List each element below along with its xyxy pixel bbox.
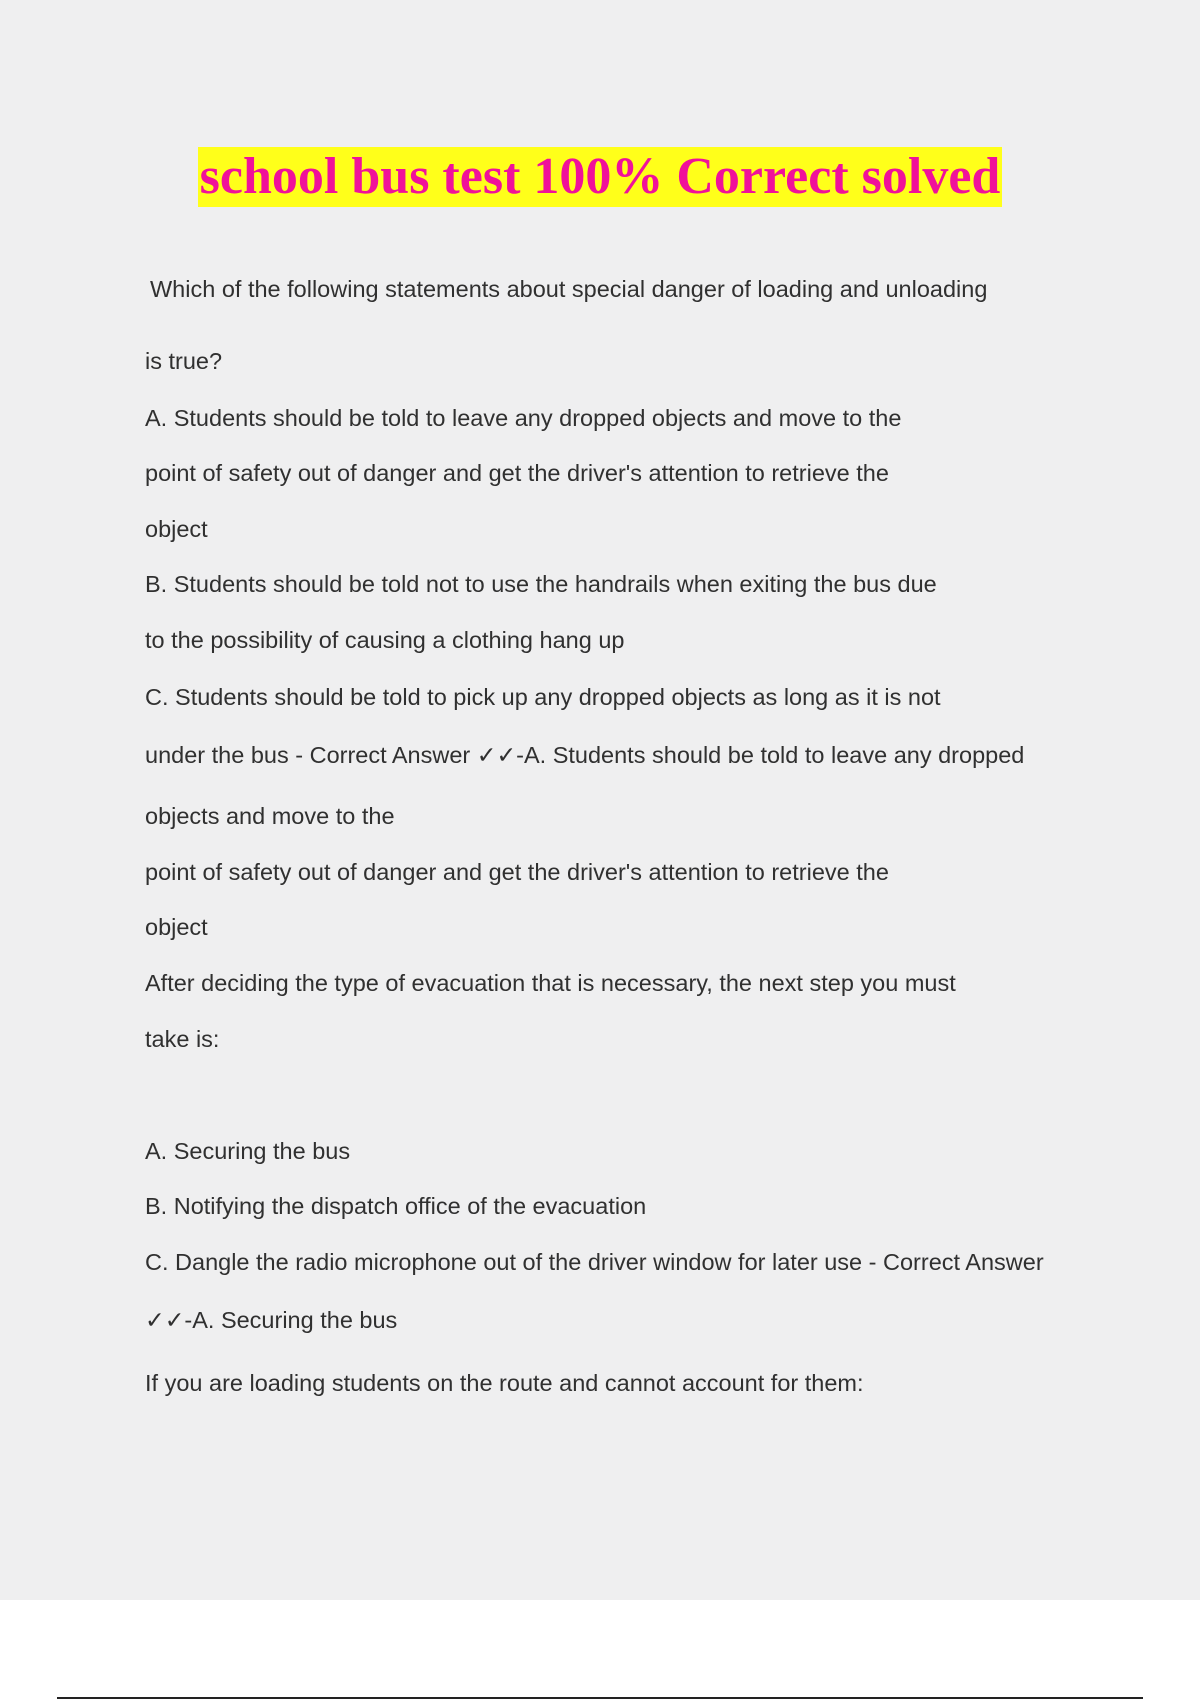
text-line: object bbox=[145, 516, 208, 542]
text-line: A. Students should be told to leave any dropped objects and move to the bbox=[145, 405, 902, 431]
text-line: A. Securing the bus bbox=[145, 1138, 351, 1164]
text-line: ✓✓-A. Securing the bus bbox=[145, 1307, 398, 1333]
text-line: B. Notifying the dispatch office of the evacuation bbox=[145, 1193, 647, 1219]
text-line: B. Students should be told not to use the handrails when exiting the bus due bbox=[145, 571, 937, 597]
text-line: to the possibility of causing a clothing hang up bbox=[145, 627, 625, 653]
text-line: point of safety out of danger and get the driver's attention to retrieve the bbox=[145, 460, 889, 486]
text-line: If you are loading students on the route and cannot account for them: bbox=[145, 1370, 864, 1396]
footer-divider bbox=[57, 1697, 1143, 1699]
text-line: take is: bbox=[145, 1026, 220, 1052]
text-line: under the bus - Correct Answer ✓✓-A. Students should be told to leave any dropped bbox=[145, 742, 1025, 768]
text-line: objects and move to the bbox=[145, 803, 395, 829]
title-container bbox=[0, 147, 1200, 207]
text-line: C. Dangle the radio microphone out of the driver window for later use - Correct Answer bbox=[145, 1249, 1044, 1275]
text-line: After deciding the type of evacuation that is necessary, the next step you must bbox=[145, 970, 956, 996]
document-title: school bus test 100% Correct solved bbox=[199, 148, 1001, 205]
text-line: point of safety out of danger and get the driver's attention to retrieve the bbox=[145, 859, 889, 885]
text-line: C. Students should be told to pick up any dropped objects as long as it is not bbox=[145, 684, 941, 710]
text-line: object bbox=[145, 914, 208, 940]
text-line: is true? bbox=[145, 348, 223, 374]
text-line: Which of the following statements about special danger of loading and unloading bbox=[150, 276, 988, 302]
